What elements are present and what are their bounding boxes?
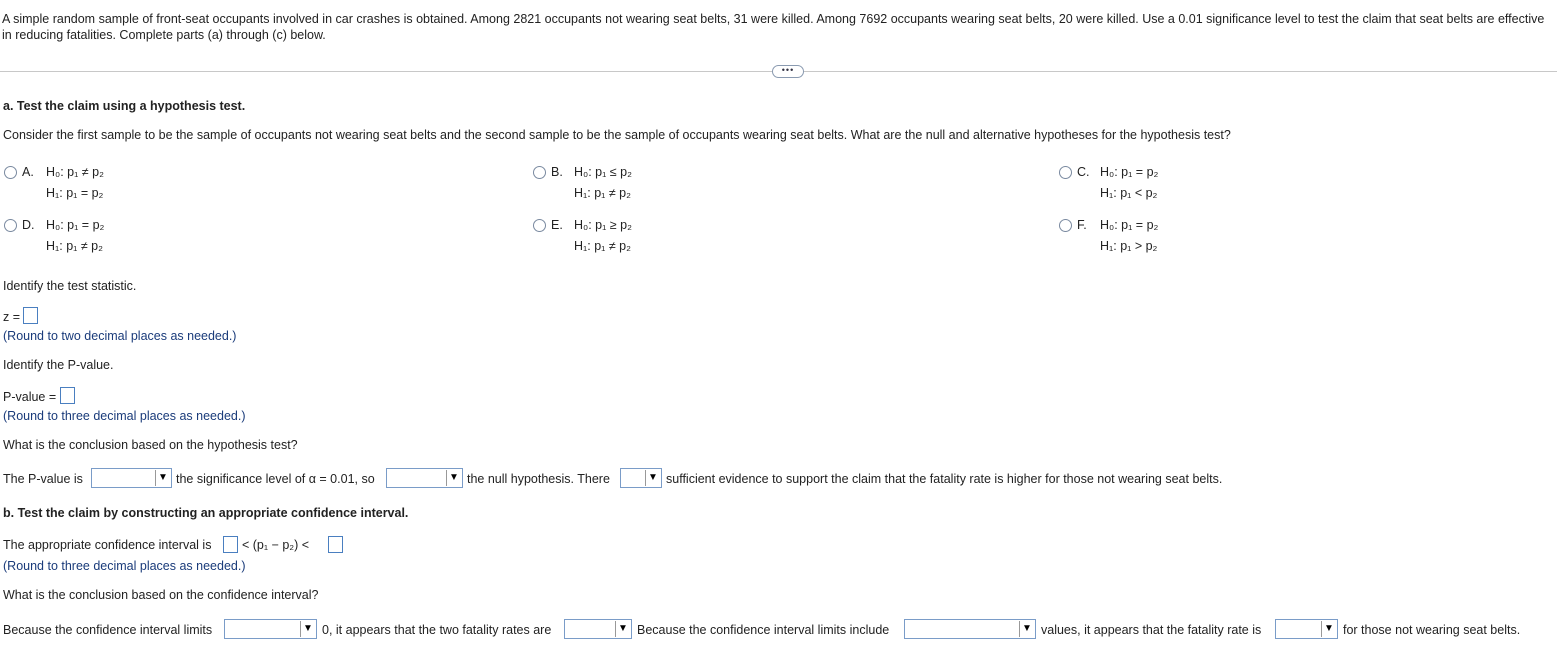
ci-upper-input[interactable] xyxy=(328,536,343,553)
option-e-radio[interactable] xyxy=(533,219,546,232)
problem-statement: A simple random sample of front-seat occupants involved in car crashes is obtained. Among 2821 occupants not wearing seat belts, 31 were killed. Among 7692 occupants wearing seat belts, 20 were killed. Use a 0.01 significance level to test the claim that seat belts are effective in reducing fatalities. Complete parts (a) through (c) below. xyxy=(2,12,1545,42)
conclusion-text-2: the significance level of α = 0.01, so xyxy=(176,472,375,486)
option-f-radio[interactable] xyxy=(1059,219,1072,232)
option-f-null-hypothesis: H₀: p₁ = p₂ xyxy=(1100,218,1159,232)
ci-conclusion-text-1: Because the confidence interval limits xyxy=(3,623,213,637)
show-more-button[interactable]: ••• xyxy=(772,65,804,78)
option-c-alt-hypothesis: H₁: p₁ < p₂ xyxy=(1100,186,1158,200)
option-b-alt-hypothesis: H₁: p₁ ≠ p₂ xyxy=(574,186,631,200)
ci-middle-expression: < (p₁ − p₂) < xyxy=(242,538,310,552)
ci-rounding-hint: (Round to three decimal places as needed.) xyxy=(3,559,246,573)
pvalue-comparison-dropdown[interactable] xyxy=(91,468,172,488)
option-d-radio[interactable] xyxy=(4,219,17,232)
fatality-rates-dropdown[interactable] xyxy=(564,619,632,639)
chevron-down-icon: ▼ xyxy=(615,621,630,637)
hypotheses-question: Consider the first sample to be the sample of occupants not wearing seat belts and the second sample to be the sample of occupants wearing seat belts. What are the null and alternative hypotheses for the hypothesis test? xyxy=(3,128,1231,142)
ci-conclusion-text-3: Because the confidence interval limits include xyxy=(637,623,890,637)
conclusion-prompt: What is the conclusion based on the hypothesis test? xyxy=(3,438,298,452)
chevron-down-icon: ▼ xyxy=(1321,621,1336,637)
confidence-interval-label: The appropriate confidence interval is xyxy=(3,538,212,552)
reject-decision-dropdown[interactable] xyxy=(386,468,463,488)
option-e-letter: E. xyxy=(551,218,563,232)
option-c-letter: C. xyxy=(1077,165,1090,179)
chevron-down-icon: ▼ xyxy=(645,470,660,486)
option-c-radio[interactable] xyxy=(1059,166,1072,179)
option-c-null-hypothesis: H₀: p₁ = p₂ xyxy=(1100,165,1159,179)
part-a-heading: a. Test the claim using a hypothesis test. xyxy=(3,99,246,113)
p-value-rounding-hint: (Round to three decimal places as needed.) xyxy=(3,409,246,423)
option-a-null-hypothesis: H₀: p₁ ≠ p₂ xyxy=(46,165,104,179)
chevron-down-icon: ▼ xyxy=(300,621,315,637)
chevron-down-icon: ▼ xyxy=(1019,621,1034,637)
evidence-dropdown[interactable] xyxy=(620,468,662,488)
z-label: z = xyxy=(3,310,21,324)
part-b-heading: b. Test the claim by constructing an appropriate confidence interval. xyxy=(3,506,409,520)
p-value-input[interactable] xyxy=(60,387,75,404)
conclusion-text-1: The P-value is xyxy=(3,472,83,486)
option-a-radio[interactable] xyxy=(4,166,17,179)
option-b-radio[interactable] xyxy=(533,166,546,179)
z-rounding-hint: (Round to two decimal places as needed.) xyxy=(3,329,237,343)
option-e-null-hypothesis: H₀: p₁ ≥ p₂ xyxy=(574,218,632,232)
option-a-letter: A. xyxy=(22,165,34,179)
conclusion-text-3: the null hypothesis. There xyxy=(467,472,610,486)
option-f-alt-hypothesis: H₁: p₁ > p₂ xyxy=(1100,239,1158,253)
conclusion-text-4: sufficient evidence to support the claim that the fatality rate is higher for those not wearing seat belts. xyxy=(666,472,1223,486)
option-d-letter: D. xyxy=(22,218,35,232)
ci-conclusion-text-5: for those not wearing seat belts. xyxy=(1343,623,1521,637)
test-statistic-prompt: Identify the test statistic. xyxy=(3,279,137,293)
ci-limits-dropdown[interactable] xyxy=(224,619,317,639)
ci-conclusion-text-2: 0, it appears that the two fatality rates are xyxy=(322,623,552,637)
z-input[interactable] xyxy=(23,307,38,324)
option-e-alt-hypothesis: H₁: p₁ ≠ p₂ xyxy=(574,239,631,253)
ci-lower-input[interactable] xyxy=(223,536,238,553)
option-d-alt-hypothesis: H₁: p₁ ≠ p₂ xyxy=(46,239,103,253)
p-value-label: P-value = xyxy=(3,390,57,404)
ci-values-dropdown[interactable] xyxy=(904,619,1036,639)
option-b-null-hypothesis: H₀: p₁ ≤ p₂ xyxy=(574,165,632,179)
option-d-null-hypothesis: H₀: p₁ = p₂ xyxy=(46,218,105,232)
option-b-letter: B. xyxy=(551,165,563,179)
chevron-down-icon: ▼ xyxy=(155,470,170,486)
fatality-rate-dropdown[interactable] xyxy=(1275,619,1338,639)
ci-conclusion-prompt: What is the conclusion based on the confidence interval? xyxy=(3,588,319,602)
option-f-letter: F. xyxy=(1077,218,1087,232)
ci-conclusion-text-4: values, it appears that the fatality rate is xyxy=(1041,623,1262,637)
option-a-alt-hypothesis: H₁: p₁ = p₂ xyxy=(46,186,104,200)
chevron-down-icon: ▼ xyxy=(446,470,461,486)
p-value-prompt: Identify the P-value. xyxy=(3,358,114,372)
